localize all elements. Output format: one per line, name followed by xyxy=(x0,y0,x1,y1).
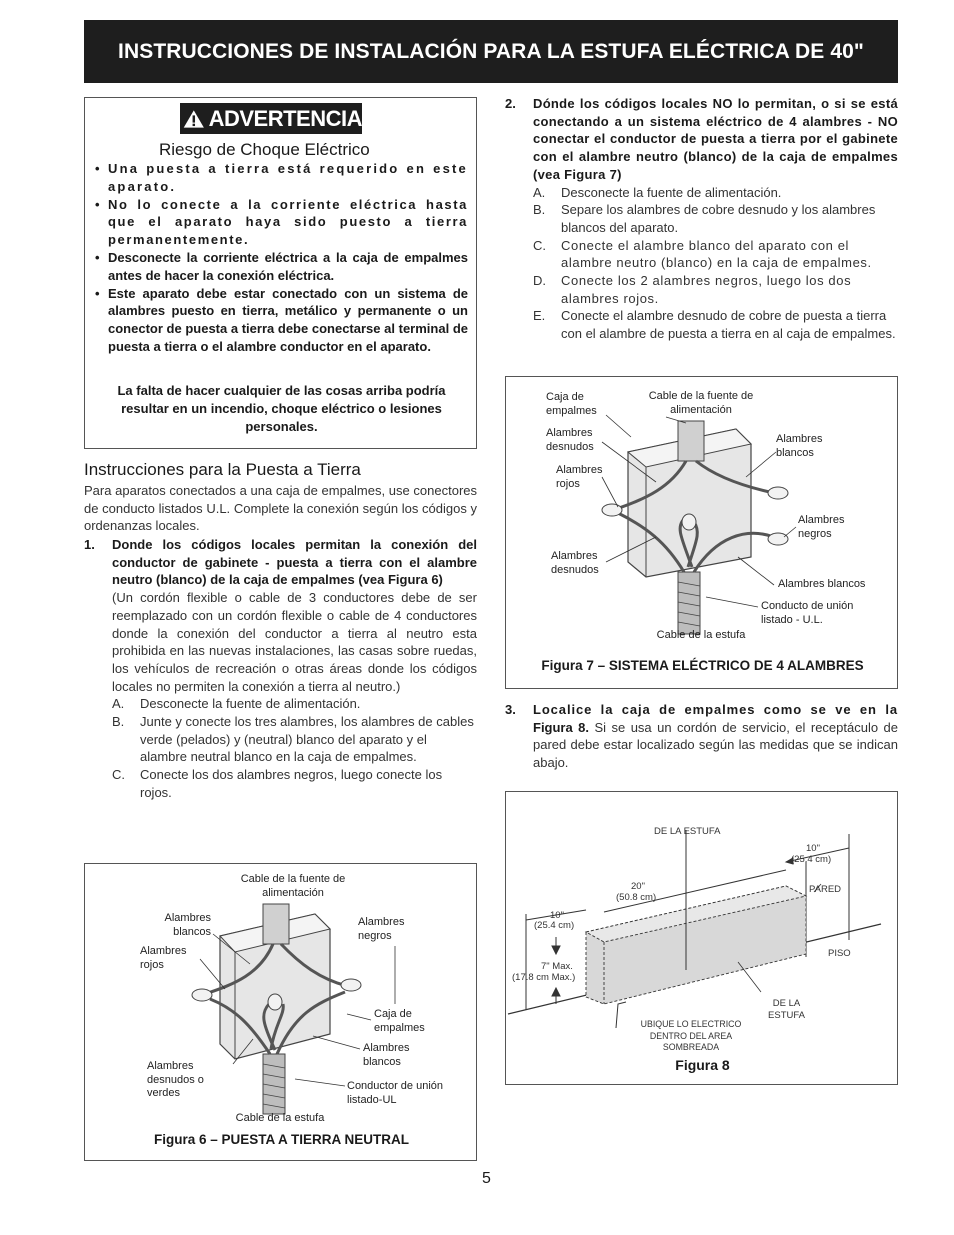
figure-6 xyxy=(84,863,477,1161)
fig6-label-conduit: Conductor de unión listado-UL xyxy=(347,1080,444,1106)
step-number: 3. xyxy=(505,702,516,717)
fig8-label-de-la-estufa-bottom: DE LA ESTUFA xyxy=(768,998,805,1021)
fig8-label-10-right-cm: (25.4 cm) xyxy=(791,854,832,865)
warning-triangle-icon xyxy=(183,106,205,132)
fig8-label-de-la-estufa-top: DE LA ESTUFA xyxy=(654,826,721,837)
step-1-note: (Un cordón flexible o cable de 3 conductores debe de ser reemplazado con un cordón flexible o cable de 4 conductores donde la conexión del conductor a tierra al neutro esta prohibida en las nuevas instalaciones, las casas sobre ruedas, los vehículos de recreación o otras áreas donde los códigos locales no permiten la conexión a tierra al neutro.) xyxy=(112,590,477,694)
warning-item: • Desconecte la corriente eléctrica a la caja de empalmes antes de hacer la conexión eléctrica. xyxy=(95,249,468,283)
fig7-label-bare: Alambres desnudos xyxy=(546,427,594,453)
step-number: 2. xyxy=(505,96,516,111)
fig8-label-20: 20" xyxy=(631,881,645,892)
step-1-sub-c: C. Conecte los dos alambres negros, luego conecte los rojos. xyxy=(112,767,443,800)
page-banner-title: INSTRUCCIONES DE INSTALACIÓN PARA LA ESTUFA ELÉCTRICA DE 40" xyxy=(84,20,898,83)
fig7-label-bare2: Alambres desnudos xyxy=(551,550,599,576)
warning-box xyxy=(84,97,477,449)
figure-8-caption: Figura 8 xyxy=(675,1057,730,1073)
step-2-sub-c: C. Conecte el alambre blanco del aparato con el alambre neutro (blanco) en la caja de empalmes. xyxy=(533,237,872,271)
step-2 xyxy=(505,95,898,343)
step-2-sub-b: B. Separe los alambres de cobre desnudo y los alambres blancos del aparato. xyxy=(533,202,876,235)
warning-footer: La falta de hacer cualquier de las cosas arriba podría resultar en un incendio, choque eléctrico o lesiones personales. xyxy=(117,383,446,434)
fig7-label-red: Alambres rojos xyxy=(556,464,603,490)
fig6-label-red: Alambres rojos xyxy=(140,945,187,971)
fig8-label-10-left: 10" xyxy=(550,910,564,921)
step-number: 1. xyxy=(84,537,95,552)
step-2-sub-a: A. Desconecte la fuente de alimentación. xyxy=(533,184,782,200)
step-1-title: Donde los códigos locales permitan la conexión del conductor de gabinete - puesta a tierra con el alambre neutro (blanco) de la caja de empalmes (vea Figura 6) xyxy=(112,537,477,588)
fig7-label-white2: Alambres blancos xyxy=(778,578,866,590)
step-3-figure-ref: Figura 8. xyxy=(533,719,590,735)
step-3 xyxy=(505,701,898,772)
warning-label xyxy=(180,103,362,134)
warning-label-text: ADVERTENCIA xyxy=(208,105,362,131)
step-1-sub-a: A. Desconecte la fuente de alimentación. xyxy=(112,696,361,712)
warning-item: • No lo conecte a la corriente eléctrica hasta que el aparato haya sido puesto a tierra permanentemente. xyxy=(95,196,468,248)
grounding-heading: Instrucciones para la Puesta a Tierra xyxy=(84,460,361,479)
step-3-text: Si se usa un cordón de servicio, el receptáculo de pared debe estar localizado según las medidas que se indican abajo. xyxy=(533,719,898,771)
figure-7-caption: Figura 7 – SISTEMA ELÉCTRICO DE 4 ALAMBRES xyxy=(541,658,864,673)
step-1-sub-b: B. Junte y conecte los tres alambres, los alambres de cables verde (pelados) y (neutral) blanco del aparato y el alambre neutral blanco en la caja de empalmes. xyxy=(112,714,474,765)
fig8-label-ubique: UBIQUE LO ELECTRICO DENTRO DEL AREA SOMBREADA xyxy=(640,1019,742,1052)
fig6-label-supply: Cable de la fuente de alimentación xyxy=(240,873,346,899)
page-number: 5 xyxy=(482,1170,491,1187)
fig6-label-black: Alambres negros xyxy=(358,916,405,942)
warning-item: • Una puesta a tierra está requerido en este aparato. xyxy=(95,161,468,194)
fig8-label-piso: PISO xyxy=(828,948,851,959)
step-3-title: Localice la caja de empalmes como se ve en la xyxy=(533,702,898,717)
figure-8 xyxy=(505,791,898,1085)
fig8-label-20-cm: (50.8 cm) xyxy=(616,892,657,903)
step-2-sub-d: D. Conecte los 2 alambres negros, luego los dos alambres rojos. xyxy=(533,273,852,306)
figure-7 xyxy=(505,376,898,689)
step-2-title: Dónde los códigos locales NO lo permitan, o si se está conectando a un sistema eléctrico de 4 alambres - NO conectar el conductor de puesta a tierra por el gabinete con el alambre neutro (blanco) de la caja de empalmes (vea Figura 7) xyxy=(533,96,898,182)
grounding-intro: Para aparatos conectados a una caja de empalmes, use conectores de conducto listados U.L. Complete la conexión según los códigos y ordenanzas locales. xyxy=(84,483,477,534)
fig8-label-10-right: 10" xyxy=(806,843,820,854)
fig6-label-box: Caja de empalmes xyxy=(374,1008,425,1034)
fig8-label-10-left-cm: (25.4 cm) xyxy=(534,920,575,931)
fig7-label-range: Cable de la estufa xyxy=(656,629,746,641)
warning-item: • Este aparato debe estar conectado con un sistema de alambres puesto en tierra, metálico y permanente o un conector de puesta a tierra debe conectarse al terminal de puesta a tierra o el alambre conductor en el aparato. xyxy=(95,285,468,354)
warning-list xyxy=(95,160,468,356)
risk-title: Riesgo de Choque Eléctrico xyxy=(159,140,370,159)
fig8-label-7-cm: (17.8 cm Max.) xyxy=(512,972,576,983)
fig7-label-box: Caja de empalmes xyxy=(546,391,597,417)
fig8-label-7: 7" Max. xyxy=(541,961,573,972)
step-2-sub-e: E. Conecte el alambre desnudo de cobre de puesta a tierra con el alambre de puesta a tierra en al caja de empalmes. xyxy=(533,308,896,342)
fig7-label-white: Alambres blancos xyxy=(776,433,823,459)
step-1 xyxy=(84,536,477,802)
fig6-label-range: Cable de la estufa xyxy=(235,1112,325,1124)
figure-6-caption: Figura 6 – PUESTA A TIERRA NEUTRAL xyxy=(153,1132,410,1147)
fig6-label-white2: Alambres blancos xyxy=(363,1042,410,1068)
fig7-label-conduit: Conducto de unión listado - U.L. xyxy=(761,600,854,626)
fig6-label-white: Alambres blancos xyxy=(164,912,211,938)
fig6-label-bare: Alambres desnudos o verdes xyxy=(147,1060,204,1099)
fig7-label-supply: Cable de la fuente de alimentación xyxy=(648,390,754,416)
fig8-label-pared: PARED xyxy=(809,884,842,895)
fig7-label-black: Alambres negros xyxy=(798,514,845,540)
